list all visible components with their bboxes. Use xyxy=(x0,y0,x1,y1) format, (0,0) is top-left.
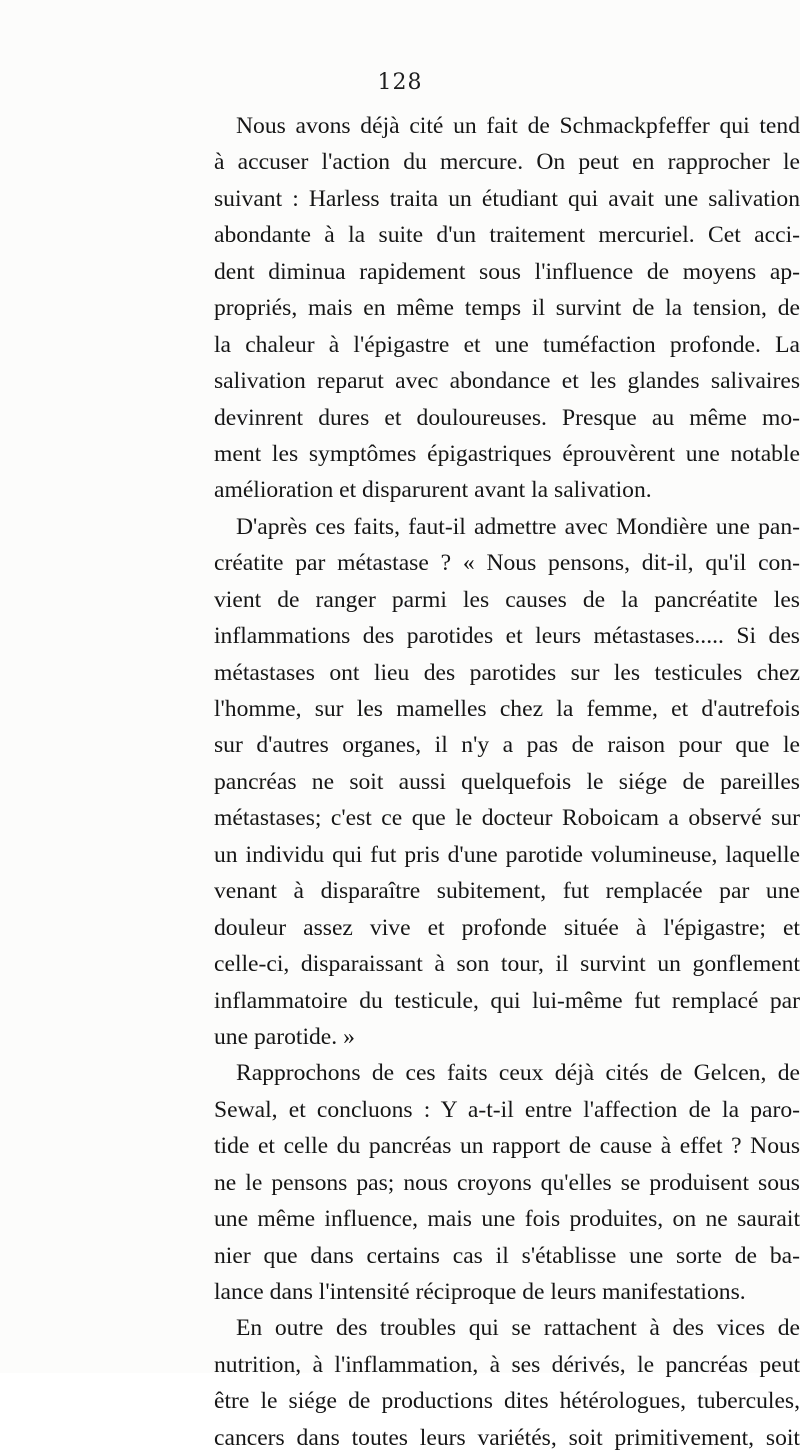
text-line: sur d'autres organes, il n'y a pas de raison pour que le xyxy=(214,732,800,759)
text-line: métastases ont lieu des parotides sur les testicules chez xyxy=(214,659,800,686)
text-line: amélioration et disparurent avant la salivation. xyxy=(214,477,652,504)
paragraph-4 xyxy=(214,1310,800,1456)
text-line: métastases; c'est ce que le docteur Roboicam a observé sur xyxy=(214,805,800,832)
body-text xyxy=(214,108,800,1456)
text-line: dent diminua rapidement sous l'influence de moyens ap- xyxy=(214,258,800,285)
text-line: salivation reparut avec abondance et les glandes salivaires xyxy=(214,368,800,395)
page-number: 128 xyxy=(377,70,423,95)
text-line: Sewal, et concluons : Y a-t-il entre l'affection de la paro- xyxy=(214,1096,800,1123)
text-line: D'après ces faits, faut-il admettre avec Mondière une pan- xyxy=(236,513,800,540)
paragraph-1 xyxy=(214,108,800,509)
text-line: lance dans l'intensité réciproque de leurs manifestations. xyxy=(214,1279,746,1305)
text-line: celle-ci, disparaissant à son tour, il survint un gonflement xyxy=(214,951,800,978)
paragraph-2 xyxy=(214,509,800,1056)
text-line: à accuser l'action du mercure. On peut en rapprocher le xyxy=(214,149,800,176)
text-line: ne le pensons pas; nous croyons qu'elles se produisent sous xyxy=(214,1169,800,1196)
text-line: une même influence, mais une fois produites, on ne saurait xyxy=(214,1206,800,1233)
text-line: vient de ranger parmi les causes de la pancréatite les xyxy=(214,586,800,613)
text-line: pancréas ne soit aussi quelquefois le siége de pareilles xyxy=(214,768,800,795)
text-line: Nous avons déjà cité un fait de Schmackpfeffer qui tend xyxy=(236,113,800,139)
text-line: l'homme, sur les mamelles chez la femme, et d'autrefois xyxy=(214,696,800,722)
text-line: propriés, mais en même temps il survint de la tension, de xyxy=(214,295,800,322)
text-line: un individu qui fut pris d'une parotide volumineuse, laquelle xyxy=(214,841,800,868)
text-line: nier que dans certains cas il s'établisse une sorte de ba- xyxy=(214,1242,800,1269)
text-line: douleur assez vive et profonde située à l'épigastre; et xyxy=(214,914,800,941)
text-line: cancers dans toutes leurs variétés, soit primitivement, soit xyxy=(214,1424,800,1451)
text-line: la chaleur à l'épigastre et une tuméfaction profonde. La xyxy=(214,331,800,358)
text-line: inflammatoire du testicule, qui lui-même fut remplacé par xyxy=(214,987,800,1014)
text-line: En outre des troubles qui se rattachent à des vices de xyxy=(236,1315,800,1342)
text-line: nutrition, à l'inflammation, à ses dérivés, le pancréas peut xyxy=(214,1351,800,1378)
text-line: abondante à la suite d'un traitement mercuriel. Cet acci- xyxy=(214,222,800,249)
text-line: une parotide. » xyxy=(214,1023,355,1050)
text-line: ment les symptômes épigastriques éprouvèrent une notable xyxy=(214,440,800,467)
text-line: suivant : Harless traita un étudiant qui avait une salivation xyxy=(214,185,800,212)
text-line: Rapprochons de ces faits ceux déjà cités de Gelcen, de xyxy=(236,1060,800,1087)
text-line: inflammations des parotides et leurs métastases..... Si des xyxy=(214,623,800,650)
text-line: venant à disparaître subitement, fut remplacée par une xyxy=(214,878,800,905)
paragraph-3 xyxy=(214,1055,800,1310)
text-line: devinrent dures et douloureuses. Presque au même mo- xyxy=(214,404,800,431)
text-line: tide et celle du pancréas un rapport de cause à effet ? Nous xyxy=(214,1133,800,1160)
text-line: être le siége de productions dites hétérologues, tubercules, xyxy=(214,1388,800,1415)
text-line: créatite par métastase ? « Nous pensons, dit-il, qu'il con- xyxy=(214,550,800,577)
